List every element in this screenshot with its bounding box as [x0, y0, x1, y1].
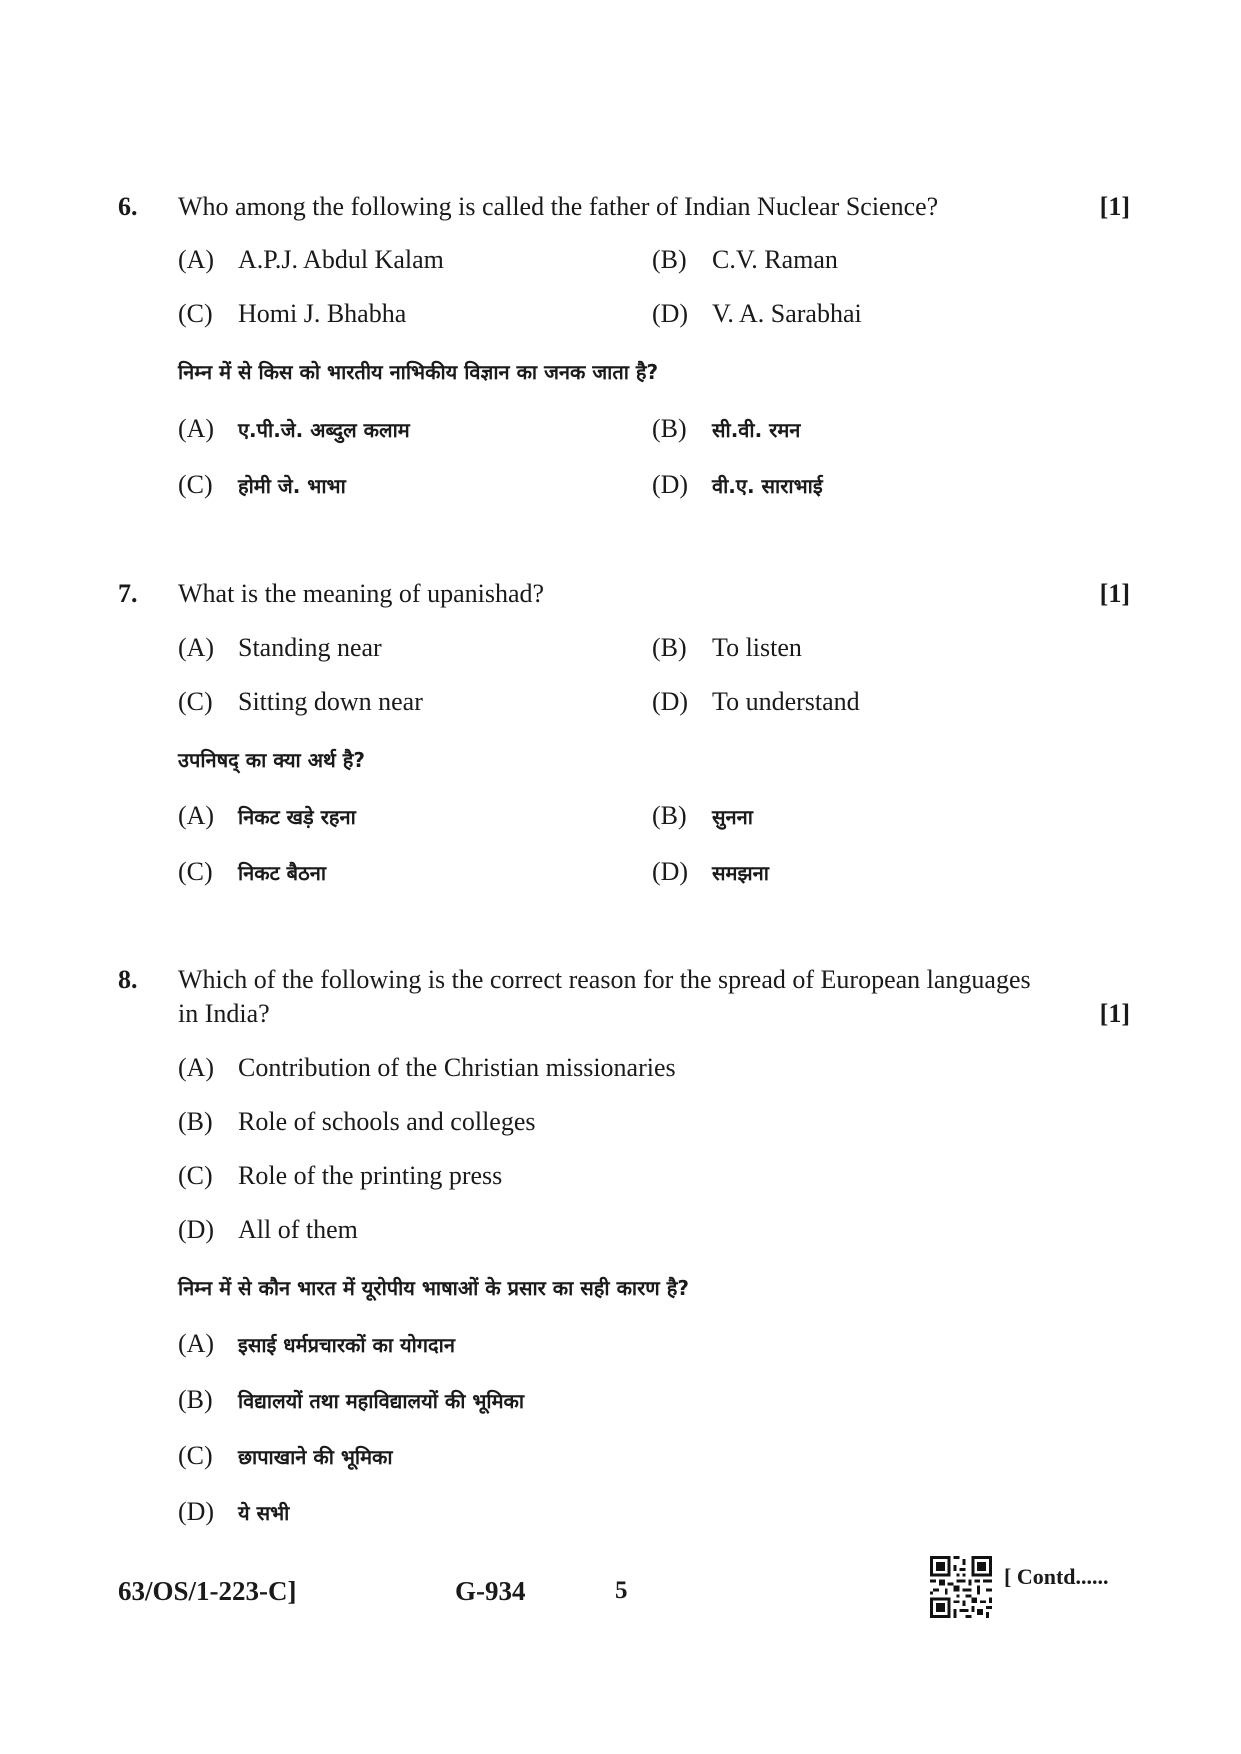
option-d-hindi [178, 1495, 289, 1530]
option-a-hindi [178, 412, 410, 447]
option-b [652, 243, 838, 277]
option-d [652, 685, 860, 719]
option-label: (A) [178, 414, 215, 443]
option-a-hindi [178, 799, 356, 834]
option-text: Role of schools and colleges [238, 1107, 536, 1136]
option-text: ए.पी.जे. अब्दुल कलाम [238, 418, 410, 442]
marks: [1] [1099, 999, 1130, 1028]
option-c [178, 685, 423, 719]
option-label: (D) [178, 1215, 215, 1244]
option-label: (D) [652, 687, 689, 716]
option-text: All of them [238, 1215, 358, 1244]
question-number: 6. [118, 192, 138, 221]
option-label: (A) [178, 801, 215, 830]
question-8 [118, 963, 1130, 1033]
option-a [178, 243, 444, 277]
option-label: (D) [178, 1497, 215, 1526]
option-label: (C) [178, 1441, 213, 1470]
option-text: समझना [712, 861, 769, 885]
option-c [178, 297, 406, 331]
option-text: सुनना [712, 805, 753, 829]
option-label: (B) [178, 1385, 213, 1414]
option-text: Homi J. Bhabha [238, 299, 407, 328]
option-a-hindi [178, 1327, 455, 1362]
option-text: Contribution of the Christian missionaries [238, 1053, 676, 1082]
option-b-hindi [652, 412, 800, 447]
option-label: (A) [178, 1053, 215, 1082]
qr-code-icon [930, 1556, 992, 1618]
option-d [178, 1213, 358, 1247]
option-text: To listen [712, 633, 802, 662]
option-label: (C) [178, 299, 213, 328]
option-a [178, 631, 382, 665]
option-text: होमी जे. भाभा [238, 474, 346, 498]
option-text: V. A. Sarabhai [712, 299, 862, 328]
option-label: (D) [652, 299, 689, 328]
question-number: 8. [118, 965, 138, 994]
question-text: What is the meaning of upanishad? [178, 579, 545, 608]
option-label: (B) [652, 414, 687, 443]
option-a [178, 1051, 676, 1085]
question-text-hindi: उपनिषद् का क्या अर्थ है? [178, 748, 365, 772]
option-label: (C) [178, 470, 213, 499]
option-text: निकट बैठना [238, 861, 327, 885]
option-label: (C) [178, 687, 213, 716]
option-label: (A) [178, 245, 215, 274]
question-text: Who among the following is called the father of Indian Nuclear Science? [178, 192, 939, 221]
continued-label: [ Contd...... [1004, 1564, 1109, 1589]
question-text-hindi: निम्न में से किस को भारतीय नाभिकीय विज्ञान का जनक जाता है? [178, 360, 659, 384]
option-b-hindi [178, 1383, 524, 1418]
option-text: निकट खड़े रहना [238, 805, 356, 829]
option-label: (D) [652, 857, 689, 886]
marks: [1] [1099, 192, 1130, 221]
option-label: (B) [652, 633, 687, 662]
option-d-hindi [652, 855, 769, 890]
paper-code: 63/OS/1-223-C] [118, 1576, 297, 1606]
question-text-line-1: Which of the following is the correct reason for the spread of European languages [178, 965, 1031, 994]
option-text: ये सभी [238, 1501, 290, 1525]
marks: [1] [1099, 579, 1130, 608]
option-text: A.P.J. Abdul Kalam [238, 245, 444, 274]
option-text: छापाखाने की भूमिका [238, 1445, 393, 1469]
option-label: (A) [178, 633, 215, 662]
option-c [178, 1159, 502, 1193]
option-text: सी.वी. रमन [712, 418, 801, 442]
question-text-line-2: in India? [178, 999, 270, 1028]
option-c-hindi [178, 468, 346, 503]
series-code: G-934 [455, 1576, 526, 1606]
option-label: (A) [178, 1329, 215, 1358]
option-c-hindi [178, 855, 326, 890]
option-label: (B) [652, 245, 687, 274]
option-c-hindi [178, 1439, 393, 1474]
option-label: (B) [652, 801, 687, 830]
option-d-hindi [652, 468, 823, 503]
option-text: Role of the printing press [238, 1161, 503, 1190]
option-text: To understand [712, 687, 860, 716]
option-text: विद्यालयों तथा महाविद्यालयों की भूमिका [238, 1389, 525, 1413]
option-label: (B) [178, 1107, 213, 1136]
option-b [652, 631, 802, 665]
question-number: 7. [118, 579, 138, 608]
question-text-hindi: निम्न में से कौन भारत में यूरोपीय भाषाओं के प्रसार का सही कारण है? [178, 1276, 689, 1300]
option-text: इसाई धर्मप्रचारकों का योगदान [238, 1333, 455, 1357]
page-number: 5 [615, 1577, 628, 1604]
option-text: वी.ए. साराभाई [712, 474, 823, 498]
option-b-hindi [652, 799, 753, 834]
option-b [178, 1105, 536, 1139]
option-d [652, 297, 862, 331]
option-label: (C) [178, 857, 213, 886]
option-label: (D) [652, 470, 689, 499]
option-label: (C) [178, 1161, 213, 1190]
option-text: Sitting down near [238, 687, 423, 716]
option-text: C.V. Raman [712, 245, 838, 274]
option-text: Standing near [238, 633, 382, 662]
